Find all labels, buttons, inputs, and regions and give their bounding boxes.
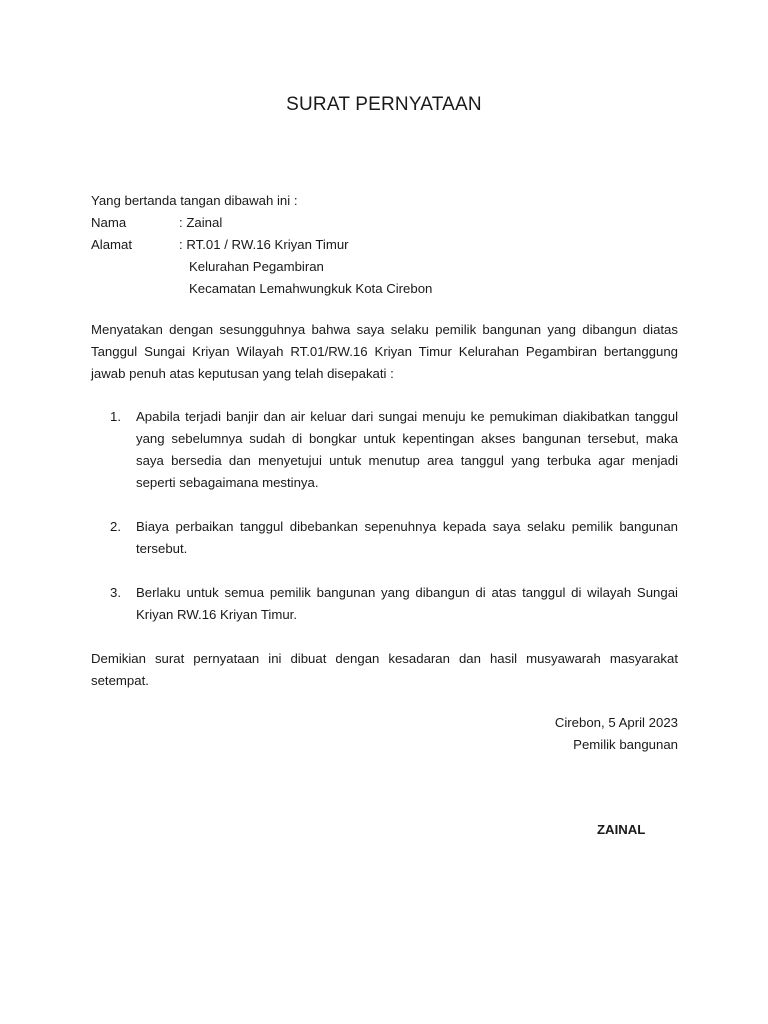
list-item-text: Apabila terjadi banjir dan air keluar dari sungai menuju ke pemukiman diakibatkan tanggul yang sebelumnya sudah di bongkar untuk kepentingan akses bangunan tersebut, maka saya bersedia dan menyetujui untuk menutup area tanggul yang terbuka agar menjadi seperti sebagaimana mestinya.	[136, 409, 678, 490]
signer-name: ZAINAL	[597, 822, 646, 837]
place-date: Cirebon, 5 April 2023	[554, 715, 678, 730]
address-line-1: : RT.01 / RW.16 Kriyan Timur	[179, 237, 349, 252]
address-line-2: Kelurahan Pegambiran	[189, 259, 324, 274]
name-row	[91, 212, 678, 234]
closing-paragraph: Demikian surat pernyataan ini dibuat dengan kesadaran dan hasil musyawarah masyarakat setempat.	[91, 651, 678, 688]
address-label: Alamat	[91, 237, 133, 252]
identity-section	[91, 190, 678, 300]
document-title: SURAT PERNYATAAN	[286, 94, 482, 115]
signature-block	[555, 712, 678, 756]
list-item-number: 3.	[110, 585, 121, 600]
name-label: Nama	[91, 215, 127, 230]
list-item	[110, 582, 678, 626]
list-item-text: Biaya perbaikan tanggul dibebankan sepenuhnya kepada saya selaku pemilik bangunan tersebut.	[136, 519, 678, 556]
numbered-list	[110, 406, 678, 648]
list-item	[110, 516, 678, 560]
statement-paragraph: Menyatakan dengan sesungguhnya bahwa saya selaku pemilik bangunan yang dibangun diatas Tanggul Sungai Kriyan Wilayah RT.01/RW.16 Kriyan Timur Kelurahan Pegambiran bertanggung jawab penuh atas keputusan yang telah disepakati :	[91, 322, 678, 381]
list-item-text: Berlaku untuk semua pemilik bangunan yang dibangun di atas tanggul di wilayah Sungai Kriyan RW.16 Kriyan Timur.	[136, 585, 678, 622]
intro-lead: Yang bertanda tangan dibawah ini :	[91, 193, 298, 208]
name-value: : Zainal	[179, 215, 223, 230]
list-item-number: 1.	[110, 409, 121, 424]
address-line-3: Kecamatan Lemahwungkuk Kota Cirebon	[189, 281, 433, 296]
signer-role: Pemilik bangunan	[573, 737, 678, 752]
list-item-number: 2.	[110, 519, 121, 534]
address-row	[91, 234, 678, 256]
list-item	[110, 406, 678, 494]
